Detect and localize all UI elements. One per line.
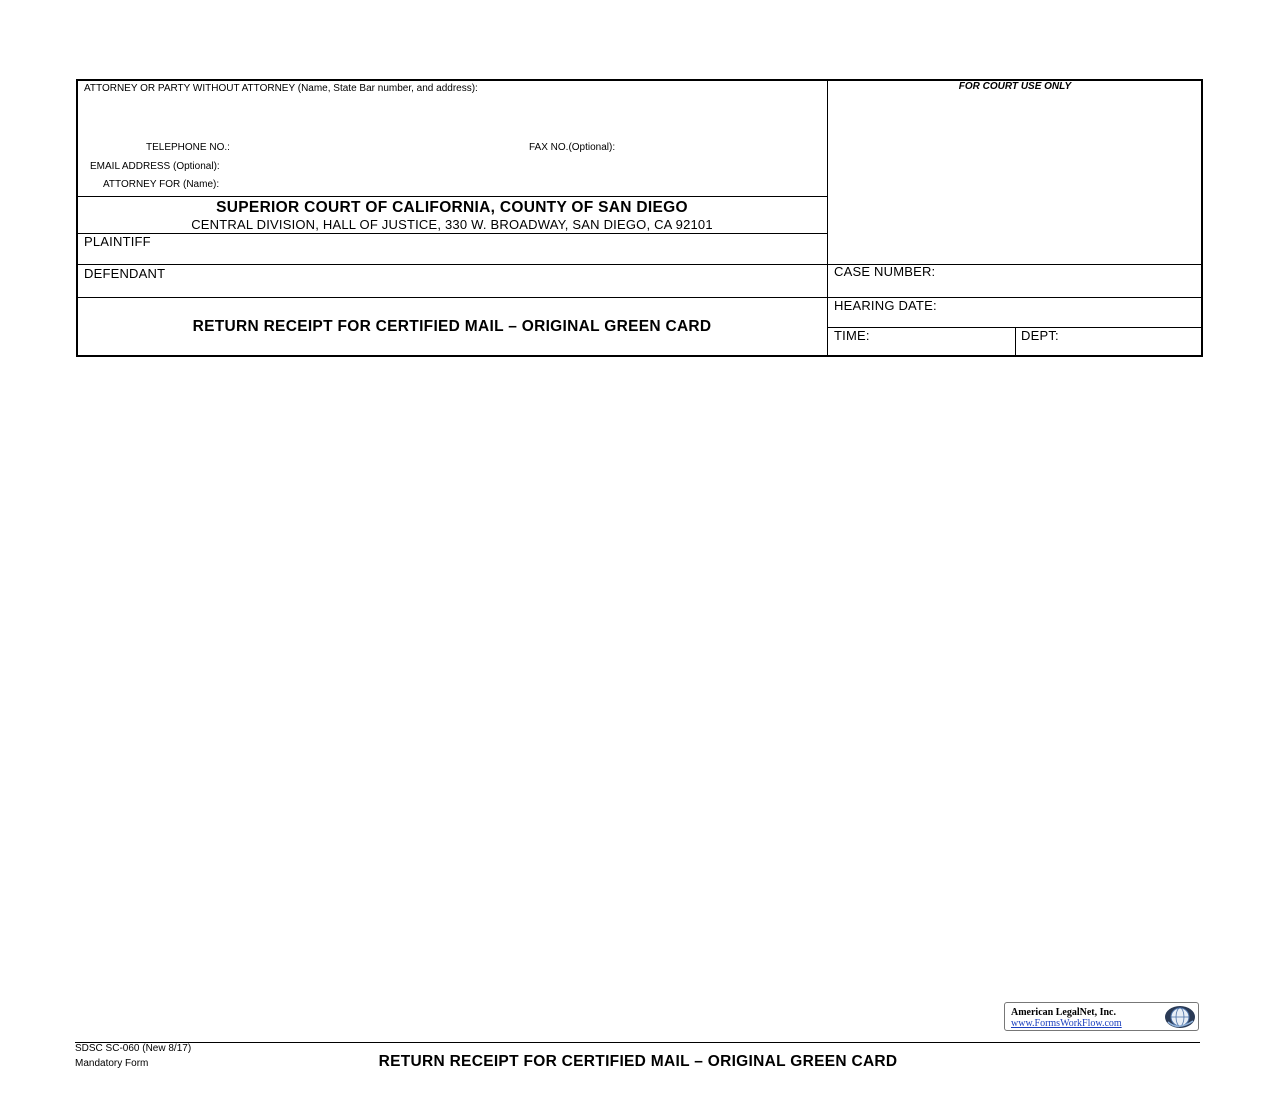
telephone-label: TELEPHONE NO.: — [146, 142, 230, 153]
footer-title: RETURN RECEIPT FOR CERTIFIED MAIL – ORIGINAL GREEN CARD — [378, 1053, 898, 1070]
footer-rule — [75, 1042, 1200, 1043]
column-divider — [827, 80, 828, 356]
mandatory-form-label: Mandatory Form — [75, 1058, 149, 1069]
time-dept-divider — [1015, 327, 1016, 356]
fax-label: FAX NO.(Optional): — [529, 142, 616, 153]
court-use-label: FOR COURT USE ONLY — [958, 81, 1072, 92]
defendant-label: DEFENDANT — [84, 266, 166, 281]
case-number-label: CASE NUMBER: — [834, 264, 936, 279]
plaintiff-divider — [77, 264, 1202, 265]
document-title: RETURN RECEIPT FOR CERTIFIED MAIL – ORIGINAL GREEN CARD — [192, 318, 712, 335]
form-number: SDSC SC-060 (New 8/17) — [75, 1043, 192, 1054]
court-name-divider — [77, 233, 827, 234]
logo-company: American LegalNet, Inc. — [1011, 1007, 1116, 1018]
time-label: TIME: — [834, 328, 870, 343]
globe-icon — [1160, 1004, 1196, 1030]
attorney-label: ATTORNEY OR PARTY WITHOUT ATTORNEY (Name, State Bar number, and address): — [84, 83, 478, 94]
attorney-section-divider — [77, 196, 827, 197]
plaintiff-label: PLAINTIFF — [84, 234, 151, 249]
defendant-divider — [77, 297, 1202, 298]
logo-url-link[interactable]: www.FormsWorkFlow.com — [1011, 1018, 1122, 1029]
court-name: SUPERIOR COURT OF CALIFORNIA, COUNTY OF SAN DIEGO — [216, 199, 688, 216]
court-address: CENTRAL DIVISION, HALL OF JUSTICE, 330 W. BROADWAY, SAN DIEGO, CA 92101 — [191, 217, 713, 232]
dept-label: DEPT: — [1021, 328, 1059, 343]
email-label: EMAIL ADDRESS (Optional): — [90, 161, 220, 172]
legalnet-logo[interactable] — [1004, 1002, 1199, 1031]
attorney-for-label: ATTORNEY FOR (Name): — [103, 179, 220, 190]
hearing-date-label: HEARING DATE: — [834, 298, 937, 313]
